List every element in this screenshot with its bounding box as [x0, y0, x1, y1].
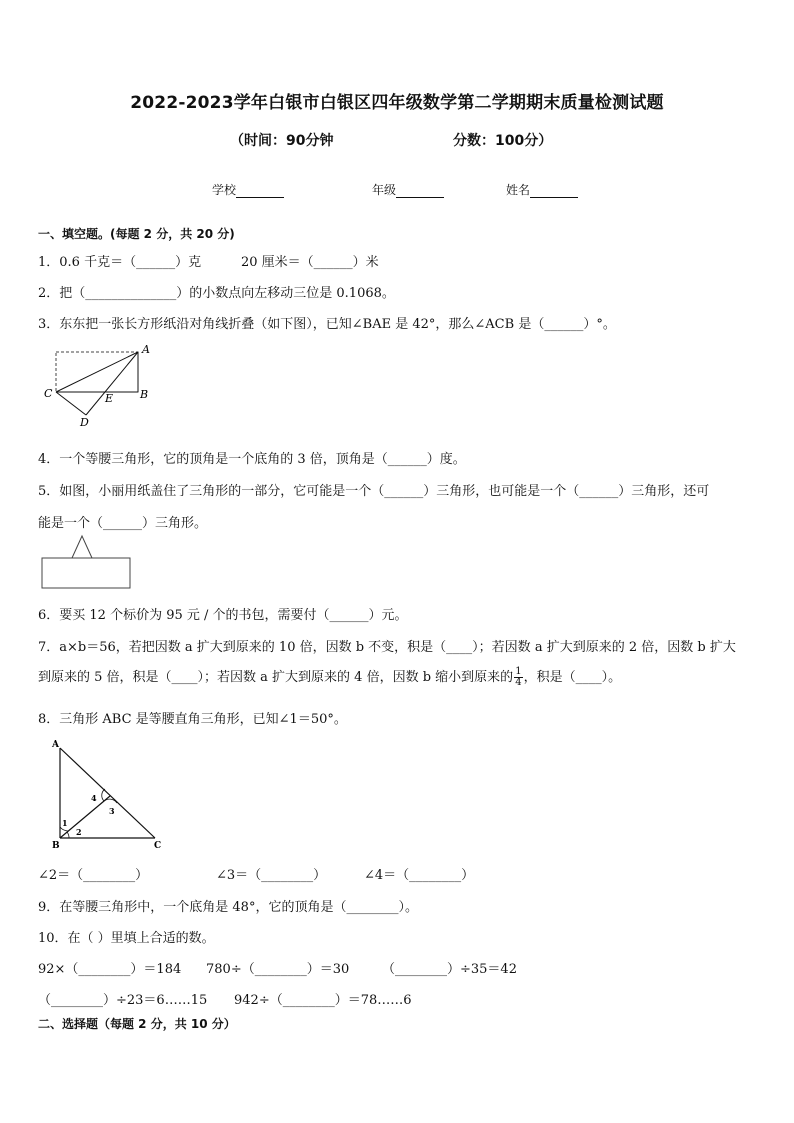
- question-10: 10．在（ ）里填上合适的数。: [38, 931, 215, 946]
- angle-2-arc: [67, 832, 69, 838]
- school-field[interactable]: [212, 181, 284, 198]
- label-angle-4: 4: [91, 793, 97, 803]
- question-8: 8．三角形 ABC 是等腰直角三角形，已知∠1＝50°。: [38, 712, 347, 727]
- segment-bd: [60, 796, 110, 838]
- question-8-angle-3: ∠3＝（________）: [216, 868, 327, 883]
- question-10-expr-1: 92×（________）＝184: [38, 962, 182, 977]
- question-10-expr-4: （________）÷23＝6……15: [38, 993, 208, 1008]
- question-10-expr-2: 780÷（________）＝30: [206, 962, 350, 977]
- label-c: C: [44, 387, 53, 400]
- label-e: E: [105, 392, 114, 405]
- question-6: 6．要买 12 个标价为 95 元 / 个的书包，需要付（______）元。: [38, 608, 408, 623]
- question-7-line2: [38, 666, 621, 688]
- question-7-line2-b: ，积是（____）。: [523, 670, 622, 685]
- question-5-line1: 5．如图，小丽用纸盖住了三角形的一部分，它可能是一个（______）三角形，也可能是一个（______）三角形，还可: [38, 484, 710, 499]
- grade-blank[interactable]: [396, 185, 444, 198]
- question-1b: 20 厘米＝（______）米: [241, 255, 379, 270]
- school-blank[interactable]: [236, 185, 284, 198]
- question-9: 9．在等腰三角形中，一个底角是 48°，它的顶角是（________）。: [38, 900, 418, 915]
- label-d: D: [80, 416, 89, 429]
- school-label: 学校: [212, 183, 237, 197]
- label-angle-1: 1: [62, 818, 68, 828]
- question-5-line2: 能是一个（______）三角形。: [38, 516, 208, 531]
- side-cd: [56, 392, 86, 415]
- label-b: B: [52, 841, 60, 851]
- name-label: 姓名: [506, 183, 531, 197]
- question-1a: 1．0.6 千克＝（______）克: [38, 255, 202, 270]
- side-da: [86, 352, 138, 415]
- question-7-line2-a: 到原来的 5 倍，积是（____）；若因数 a 扩大到原来的 4 倍，因数 b 缩小到原来的: [38, 670, 514, 685]
- question-2: 2．把（______________）的小数点向左移动三位是 0.1068。: [38, 286, 395, 301]
- label-c: C: [154, 841, 162, 851]
- page-title: 2022-2023学年白银市白银区四年级数学第二学期期末质量检测试题: [130, 93, 664, 113]
- q8-right-triangle: [40, 738, 170, 850]
- side-ac: [60, 748, 155, 838]
- exam-score: 分数：100分）: [453, 133, 553, 149]
- grade-label: 年级: [372, 183, 397, 197]
- question-10-expr-3: （________）÷35＝42: [382, 962, 517, 977]
- question-4: 4．一个等腰三角形，它的顶角是一个底角的 3 倍，顶角是（______）度。: [38, 452, 466, 467]
- exam-time: （时间：90分钟: [230, 133, 334, 149]
- fraction-one-quarter: $\frac{1}{4}$: [515, 666, 522, 688]
- question-3: 3．东东把一张长方形纸沿对角线折叠（如下图），已知∠BAE 是 42°，那么∠ACB 是（______）°。: [38, 317, 616, 332]
- paper-cover: [42, 558, 130, 588]
- diagonal-line: [56, 352, 138, 392]
- section-2-heading: 二、选择题（每题 2 分，共 10 分）: [38, 1017, 236, 1031]
- section-1-heading: 一、填空题。(每题 2 分，共 20 分): [38, 227, 235, 241]
- label-a: A: [142, 343, 150, 356]
- question-7-line1: 7．a×b＝56，若把因数 a 扩大到原来的 10 倍，因数 b 不变，积是（____）；若因数 a 扩大到原来的 2 倍，因数 b 扩大: [38, 640, 736, 655]
- question-10-expr-5: 942÷（________）＝78……6: [234, 993, 412, 1008]
- question-8-angle-4: ∠4＝（________）: [364, 868, 475, 883]
- q5-covered-triangle: [40, 534, 134, 590]
- label-a: A: [52, 740, 59, 750]
- label-angle-3: 3: [109, 806, 115, 816]
- name-field[interactable]: [506, 181, 578, 198]
- triangle-tip: [72, 536, 92, 558]
- question-8-angle-2: ∠2＝（________）: [38, 868, 149, 883]
- q3-fold-diagram: [40, 340, 170, 430]
- label-angle-2: 2: [76, 827, 82, 837]
- grade-field[interactable]: [372, 181, 444, 198]
- name-blank[interactable]: [530, 185, 578, 198]
- label-b: B: [140, 388, 149, 401]
